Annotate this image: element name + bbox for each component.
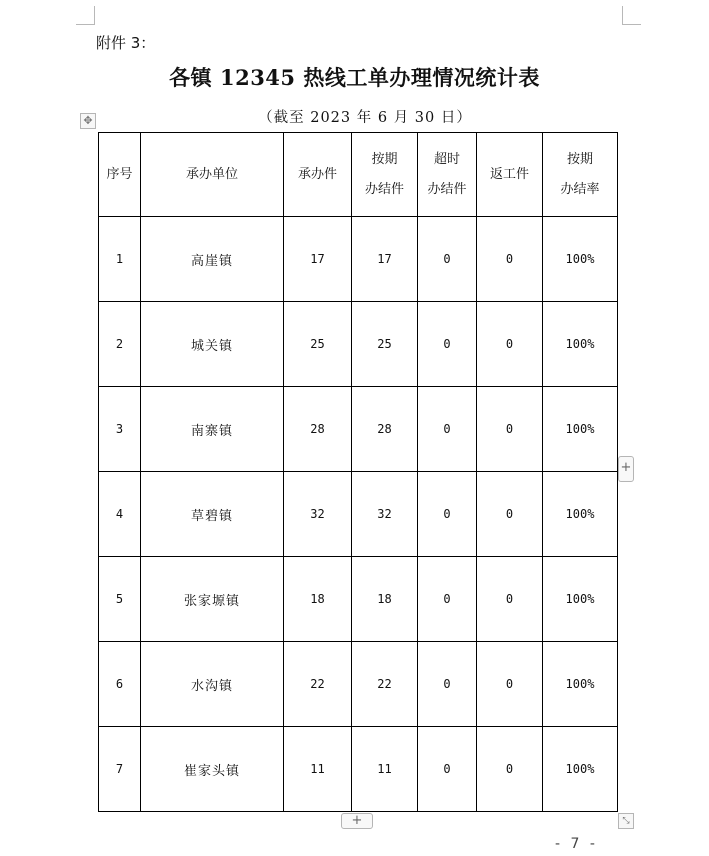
- table-header-row: [99, 133, 618, 217]
- table-row: [99, 642, 618, 727]
- row-rate: 100%: [543, 217, 618, 302]
- row-rework: 0: [477, 217, 543, 302]
- row-ontime: 17: [352, 217, 418, 302]
- row-rate: 100%: [543, 727, 618, 812]
- row-overtime: 0: [418, 727, 477, 812]
- table-row: [99, 217, 618, 302]
- row-rate: 100%: [543, 302, 618, 387]
- statistics-table: [98, 132, 618, 812]
- row-handled: 11: [284, 727, 352, 812]
- row-number: 5: [99, 557, 141, 642]
- row-ontime: 25: [352, 302, 418, 387]
- header-cell-handled: 承办件: [284, 133, 352, 217]
- row-rework: 0: [477, 557, 543, 642]
- table-row: [99, 302, 618, 387]
- row-unit: 草碧镇: [141, 472, 284, 557]
- row-ontime: 22: [352, 642, 418, 727]
- add-row-button[interactable]: +: [341, 813, 373, 829]
- add-column-button[interactable]: +: [618, 456, 634, 482]
- row-number: 7: [99, 727, 141, 812]
- row-handled: 17: [284, 217, 352, 302]
- row-handled: 22: [284, 642, 352, 727]
- row-unit: 水沟镇: [141, 642, 284, 727]
- row-overtime: 0: [418, 472, 477, 557]
- annex-label: 附件 3：: [96, 34, 156, 52]
- row-unit: 张家塬镇: [141, 557, 284, 642]
- row-handled: 25: [284, 302, 352, 387]
- row-handled: 32: [284, 472, 352, 557]
- page-subtitle: （截至 2023 年 6 月 30 日）: [258, 110, 472, 126]
- row-rate: 100%: [543, 557, 618, 642]
- row-rate: 100%: [543, 472, 618, 557]
- table-row: [99, 472, 618, 557]
- row-ontime: 18: [352, 557, 418, 642]
- page-corner-mark-top-left: [76, 6, 95, 25]
- row-overtime: 0: [418, 387, 477, 472]
- row-rate: 100%: [543, 387, 618, 472]
- row-overtime: 0: [418, 642, 477, 727]
- page-number: - 7 -: [555, 836, 598, 852]
- row-number: 4: [99, 472, 141, 557]
- row-rework: 0: [477, 302, 543, 387]
- row-rework: 0: [477, 387, 543, 472]
- row-ontime: 11: [352, 727, 418, 812]
- row-overtime: 0: [418, 557, 477, 642]
- table-move-handle-icon[interactable]: ✥: [80, 113, 96, 129]
- row-unit: 崔家头镇: [141, 727, 284, 812]
- row-number: 2: [99, 302, 141, 387]
- row-unit: 城关镇: [141, 302, 284, 387]
- row-number: 6: [99, 642, 141, 727]
- header-cell-number: 序号: [99, 133, 141, 217]
- table-row: [99, 727, 618, 812]
- row-overtime: 0: [418, 302, 477, 387]
- table-row: [99, 557, 618, 642]
- page-title: 各镇 12345 热线工单办理情况统计表: [169, 65, 540, 90]
- row-rate: 100%: [543, 642, 618, 727]
- row-rework: 0: [477, 472, 543, 557]
- row-rework: 0: [477, 727, 543, 812]
- header-cell-unit: 承办单位: [141, 133, 284, 217]
- row-unit: 南寨镇: [141, 387, 284, 472]
- page-corner-mark-top-right: [622, 6, 641, 25]
- row-number: 1: [99, 217, 141, 302]
- row-overtime: 0: [418, 217, 477, 302]
- header-cell-rework: 返工件: [477, 133, 543, 217]
- header-cell-rate: 按期 办结率: [543, 133, 618, 217]
- row-handled: 18: [284, 557, 352, 642]
- table-resize-icon[interactable]: ⤡: [618, 813, 634, 829]
- header-cell-overtime: 超时 办结件: [418, 133, 477, 217]
- row-ontime: 28: [352, 387, 418, 472]
- row-number: 3: [99, 387, 141, 472]
- row-handled: 28: [284, 387, 352, 472]
- row-ontime: 32: [352, 472, 418, 557]
- table-row: [99, 387, 618, 472]
- row-rework: 0: [477, 642, 543, 727]
- header-cell-ontime: 按期 办结件: [352, 133, 418, 217]
- row-unit: 高崖镇: [141, 217, 284, 302]
